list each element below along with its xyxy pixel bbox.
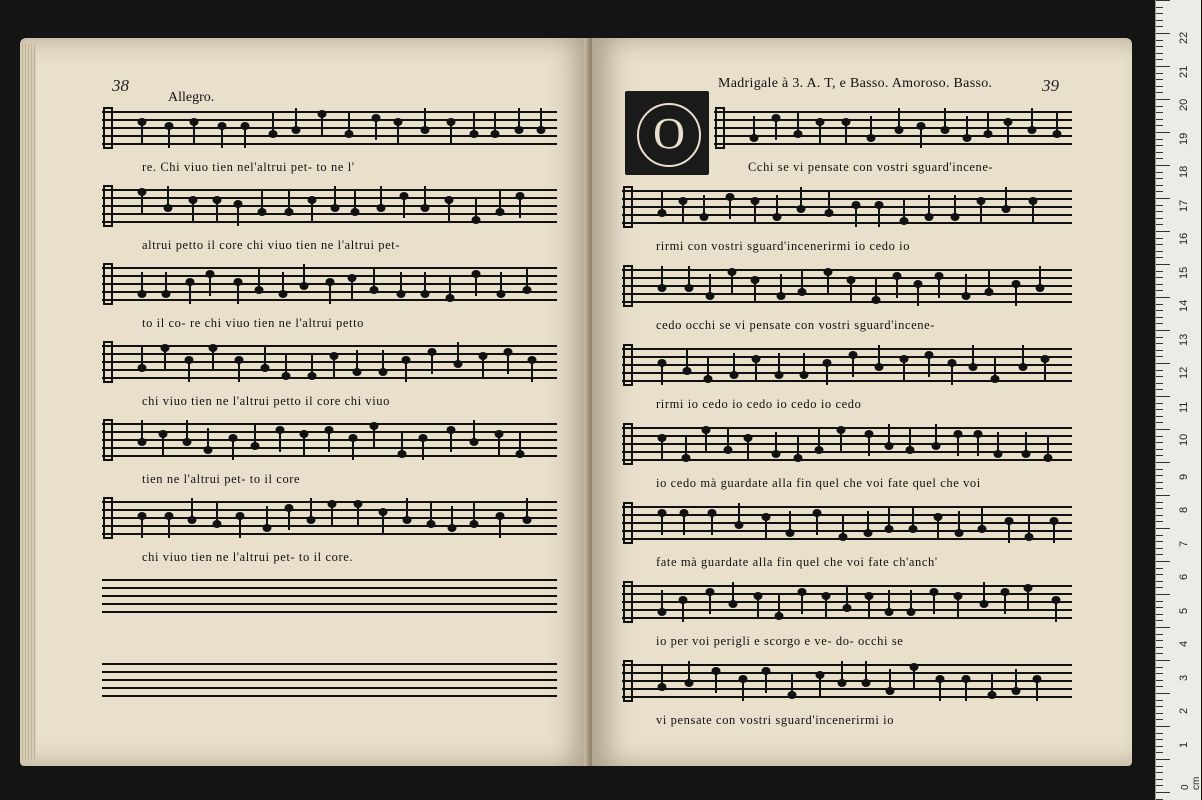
ruler-tick — [1156, 33, 1170, 34]
music-staff — [714, 104, 1072, 158]
ruler-tick — [1156, 172, 1163, 173]
ruler-tick — [1156, 284, 1163, 285]
music-system — [102, 494, 557, 564]
ruler-tick — [1156, 601, 1163, 602]
ruler-tick — [1156, 785, 1163, 786]
music-system — [714, 104, 1072, 174]
ruler-tick — [1156, 231, 1170, 232]
ruler-tick — [1156, 462, 1170, 463]
decorated-initial — [625, 91, 709, 175]
ruler-number: 2 — [1178, 707, 1190, 714]
music-system — [622, 499, 1072, 569]
ruler-tick — [1156, 640, 1163, 641]
ruler-number: 11 — [1178, 401, 1190, 413]
initial-letter: O — [637, 103, 701, 167]
ruler-tick — [1156, 772, 1163, 773]
lyric-line: to il co- re chi viuo tien ne l'altrui petto — [142, 316, 364, 330]
ruler-tick — [1156, 568, 1163, 569]
ruler-number: 5 — [1178, 607, 1190, 614]
ruler-tick — [1156, 92, 1163, 93]
ruler-number: 19 — [1178, 132, 1190, 145]
empty-staff — [102, 572, 557, 631]
music-system — [622, 183, 1072, 253]
music-staff — [102, 572, 557, 626]
ruler-tick — [1156, 198, 1170, 199]
lyric-line: re. Chi viuo tien nel'altrui pet- to ne l' — [142, 160, 355, 174]
lyric-line: chi viuo tien ne l'altrui pet- to il core. — [142, 550, 354, 564]
ruler-tick — [1156, 396, 1170, 397]
ruler-tick — [1156, 211, 1163, 212]
ruler-tick — [1156, 416, 1163, 417]
ruler-tick — [1156, 548, 1163, 549]
ruler-tick — [1156, 436, 1163, 437]
ruler-number: 1 — [1178, 741, 1190, 748]
ruler-tick — [1156, 614, 1163, 615]
ruler-tick — [1156, 191, 1163, 192]
ruler-tick — [1156, 251, 1163, 252]
ruler-tick — [1156, 429, 1170, 430]
ruler-tick — [1156, 706, 1163, 707]
ruler-tick — [1156, 488, 1163, 489]
ruler-number: 18 — [1178, 165, 1190, 178]
ruler-tick — [1156, 700, 1163, 701]
ruler-tick — [1156, 422, 1163, 423]
ruler-tick — [1156, 370, 1163, 371]
music-staff — [102, 656, 557, 710]
lyric-line: io per voi perigli e scorgo e ve- do- occhi se — [656, 634, 904, 648]
ruler-tick — [1156, 587, 1163, 588]
ruler-tick — [1156, 317, 1163, 318]
ruler-tick — [1156, 667, 1163, 668]
ruler-unit-label: 0 cm — [1180, 776, 1202, 790]
ruler-tick — [1156, 409, 1163, 410]
music-system — [622, 420, 1072, 490]
ruler-tick — [1156, 680, 1163, 681]
ruler-tick — [1156, 271, 1163, 272]
music-system — [102, 416, 557, 486]
ruler-tick — [1156, 647, 1163, 648]
ruler-number: 20 — [1178, 98, 1190, 111]
music-staff — [102, 182, 557, 236]
music-staff — [622, 499, 1072, 553]
ruler-tick — [1156, 218, 1163, 219]
left-page — [20, 38, 590, 766]
ruler-tick — [1156, 581, 1163, 582]
ruler-tick — [1156, 0, 1170, 1]
music-staff — [622, 262, 1072, 316]
ruler-tick — [1156, 686, 1163, 687]
ruler-tick — [1156, 792, 1170, 793]
ruler-tick — [1156, 726, 1170, 727]
ruler-tick — [1156, 713, 1163, 714]
ruler-tick — [1156, 363, 1170, 364]
ruler-tick — [1156, 733, 1163, 734]
ruler-tick — [1156, 290, 1163, 291]
ruler-tick — [1156, 521, 1163, 522]
open-book — [10, 38, 1145, 766]
ruler-tick — [1156, 620, 1163, 621]
ruler-tick — [1156, 561, 1170, 562]
ruler-tick — [1156, 627, 1170, 628]
ruler-tick — [1156, 455, 1163, 456]
ruler-tick — [1156, 297, 1170, 298]
lyric-line: cedo occhi se vi pensate con vostri sguard'incene- — [656, 318, 936, 332]
ruler-number: 10 — [1178, 433, 1190, 446]
ruler-number: 4 — [1178, 640, 1190, 647]
ruler-tick — [1156, 26, 1163, 27]
tempo-marking: Allegro. — [168, 90, 215, 105]
lyric-line: altrui petto il core chi viuo tien ne l'altrui pet- — [142, 238, 401, 252]
ruler-tick — [1156, 653, 1163, 654]
music-staff — [622, 341, 1072, 395]
music-system — [102, 104, 557, 174]
ruler-tick — [1156, 112, 1163, 113]
ruler-tick — [1156, 528, 1170, 529]
ruler-number: 6 — [1178, 573, 1190, 580]
ruler-tick — [1156, 53, 1163, 54]
empty-staff — [102, 656, 557, 715]
ruler-number: 8 — [1178, 506, 1190, 513]
lyric-line: io cedo mà guardate alla fin quel che voi fate quel che voi — [656, 476, 981, 490]
page-number: 38 — [112, 76, 129, 95]
ruler-tick — [1156, 330, 1170, 331]
ruler-tick — [1156, 86, 1163, 87]
ruler-tick — [1156, 779, 1163, 780]
ruler-tick — [1156, 185, 1163, 186]
music-system — [622, 657, 1072, 727]
ruler-tick — [1156, 475, 1163, 476]
ruler-tick — [1156, 673, 1163, 674]
ruler-tick — [1156, 799, 1163, 800]
ruler-tick — [1156, 244, 1163, 245]
ruler-tick — [1156, 343, 1163, 344]
ruler-tick — [1156, 383, 1163, 384]
ruler-tick — [1156, 310, 1163, 311]
ruler-tick — [1156, 766, 1163, 767]
music-system — [102, 182, 557, 252]
music-staff — [102, 338, 557, 392]
ruler-number: 14 — [1178, 299, 1190, 312]
lyric-line: rirmi con vostri sguard'incenerirmi io cedo io — [656, 239, 911, 253]
ruler-tick — [1156, 502, 1163, 503]
ruler-tick — [1156, 277, 1163, 278]
ruler-tick — [1156, 139, 1163, 140]
ruler-tick — [1156, 40, 1163, 41]
ruler-tick — [1156, 46, 1163, 47]
ruler-tick — [1156, 389, 1163, 390]
music-staff — [622, 657, 1072, 711]
music-system — [102, 338, 557, 408]
music-staff — [622, 578, 1072, 632]
ruler-tick — [1156, 403, 1163, 404]
right-page — [592, 38, 1132, 766]
ruler-tick — [1156, 224, 1163, 225]
ruler-tick — [1156, 752, 1163, 753]
ruler-number: 17 — [1178, 199, 1190, 212]
music-staff — [102, 494, 557, 548]
ruler-number: 21 — [1178, 65, 1190, 78]
ruler-number: 12 — [1178, 366, 1190, 379]
lyric-line: chi viuo tien ne l'altrui petto il core chi viuo — [142, 394, 391, 408]
ruler-number: 13 — [1178, 333, 1190, 346]
ruler-tick — [1156, 264, 1170, 265]
page-edges — [20, 44, 36, 760]
ruler-tick — [1156, 158, 1163, 159]
madrigal-header: Madrigale à 3. A. T, e Basso. Amoroso. Basso. — [718, 76, 993, 91]
ruler-tick — [1156, 607, 1163, 608]
ruler-number: 9 — [1178, 473, 1190, 480]
ruler-tick — [1156, 13, 1163, 14]
ruler-tick — [1156, 495, 1170, 496]
ruler-tick — [1156, 449, 1163, 450]
lyric-line: tien ne l'altrui pet- to il core — [142, 472, 301, 486]
ruler-tick — [1156, 535, 1163, 536]
ruler-tick — [1156, 693, 1170, 694]
music-staff — [102, 260, 557, 314]
lyric-line: fate mà guardate alla fin quel che voi fate ch'anch' — [656, 555, 938, 569]
ruler-tick — [1156, 337, 1163, 338]
music-system — [102, 260, 557, 330]
page-number: 39 — [1042, 76, 1059, 95]
music-staff — [102, 104, 557, 158]
ruler-tick — [1156, 376, 1163, 377]
ruler-tick — [1156, 125, 1163, 126]
ruler-tick — [1156, 79, 1163, 80]
music-system — [622, 262, 1072, 332]
ruler-tick — [1156, 178, 1163, 179]
ruler-tick — [1156, 165, 1170, 166]
ruler-tick — [1156, 350, 1163, 351]
ruler-number: 15 — [1178, 266, 1190, 279]
ruler-tick — [1156, 746, 1163, 747]
ruler-tick — [1156, 66, 1170, 67]
ruler-tick — [1156, 73, 1163, 74]
lyric-line: Cchi se vi pensate con vostri sguard'incene- — [748, 160, 994, 174]
ruler-tick — [1156, 634, 1163, 635]
ruler-number: 16 — [1178, 232, 1190, 245]
ruler-tick — [1156, 482, 1163, 483]
music-staff — [622, 420, 1072, 474]
music-staff — [622, 183, 1072, 237]
measurement-ruler — [1155, 0, 1201, 800]
ruler-number: 7 — [1178, 540, 1190, 547]
ruler-tick — [1156, 106, 1163, 107]
ruler-tick — [1156, 574, 1163, 575]
ruler-tick — [1156, 304, 1163, 305]
ruler-number: 22 — [1178, 31, 1190, 44]
ruler-tick — [1156, 20, 1163, 21]
ruler-tick — [1156, 145, 1163, 146]
music-system — [622, 578, 1072, 648]
ruler-tick — [1156, 99, 1170, 100]
ruler-tick — [1156, 152, 1163, 153]
ruler-tick — [1156, 515, 1163, 516]
ruler-tick — [1156, 238, 1163, 239]
ruler-tick — [1156, 594, 1170, 595]
ruler-tick — [1156, 739, 1163, 740]
ruler-tick — [1156, 257, 1163, 258]
ruler-tick — [1156, 7, 1163, 8]
ruler-tick — [1156, 205, 1163, 206]
ruler-tick — [1156, 132, 1170, 133]
ruler-tick — [1156, 356, 1163, 357]
lyric-line: rirmi io cedo io cedo io cedo io cedo — [656, 397, 862, 411]
ruler-tick — [1156, 660, 1170, 661]
ruler-tick — [1156, 119, 1163, 120]
ruler-tick — [1156, 469, 1163, 470]
ruler-tick — [1156, 59, 1163, 60]
ruler-tick — [1156, 719, 1163, 720]
ruler-tick — [1156, 442, 1163, 443]
ruler-tick — [1156, 554, 1163, 555]
ruler-number: 3 — [1178, 674, 1190, 681]
music-system — [622, 341, 1072, 411]
ruler-tick — [1156, 508, 1163, 509]
ruler-tick — [1156, 541, 1163, 542]
music-staff — [102, 416, 557, 470]
ruler-tick — [1156, 759, 1170, 760]
lyric-line: vi pensate con vostri sguard'incenerirmi io — [656, 713, 895, 727]
ruler-tick — [1156, 323, 1163, 324]
